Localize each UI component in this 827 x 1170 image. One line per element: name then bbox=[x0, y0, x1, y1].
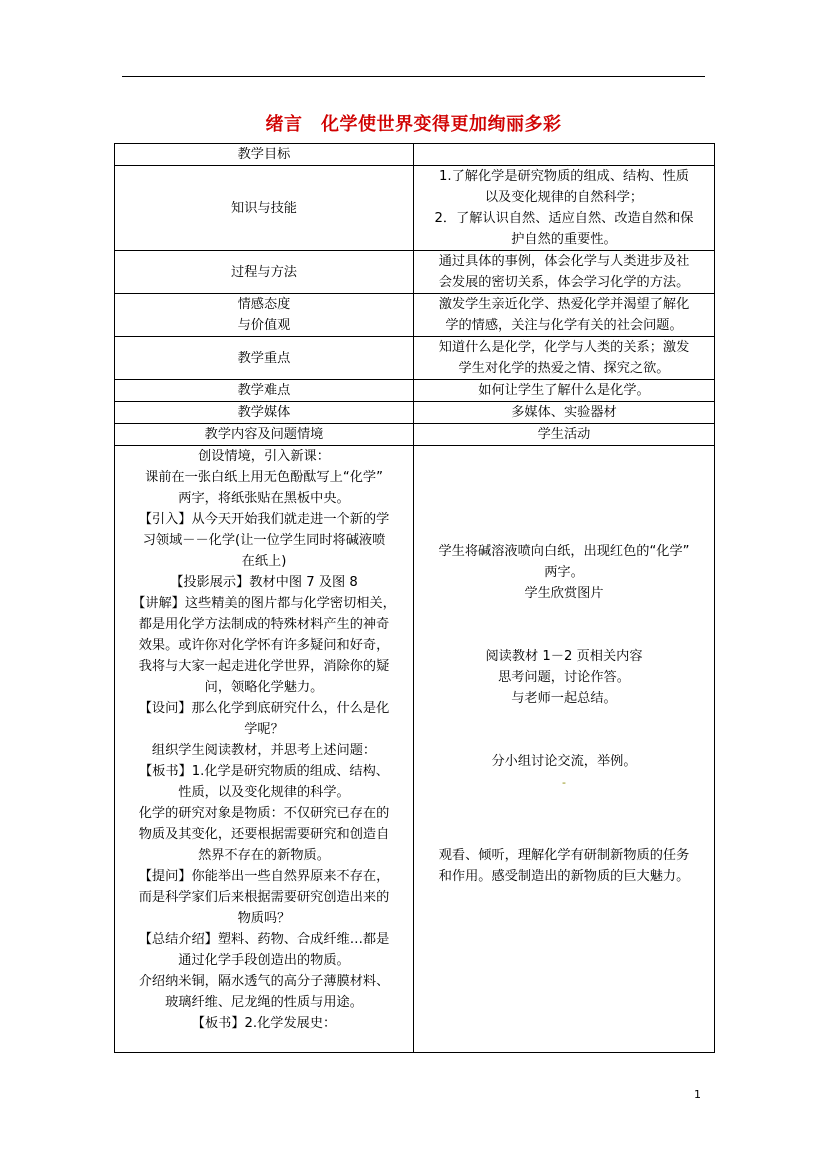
text-line: 以及变化规律的自然科学； bbox=[484, 190, 644, 205]
text-line: 学生将碱溶液喷向白纸，出现红色的“化学” bbox=[438, 544, 690, 559]
text-line: 【讲解】这些精美的图片都与化学密切相关， bbox=[132, 596, 396, 611]
text-line: 化学的研究对象是物质：不仅研究已存在的 bbox=[138, 806, 390, 821]
text-line: 【提问】你能举出一些自然界原来不存在， bbox=[138, 869, 390, 884]
row-label: 教学目标 bbox=[115, 144, 414, 166]
text-line: 【投影展示】教材中图 7 及图 8 bbox=[170, 575, 358, 590]
row-label: 知识与技能 bbox=[115, 166, 414, 251]
text-line: 会发展的密切关系，体会学习化学的方法。 bbox=[438, 275, 690, 290]
row-value: 多媒体、实验器材 bbox=[414, 402, 715, 424]
text-line: 【板书】1.化学是研究物质的组成、结构、 bbox=[139, 764, 389, 779]
row-value bbox=[414, 166, 715, 251]
text-line: 而是科学家们后来根据需要研究创造出来的 bbox=[138, 890, 390, 905]
text-line: 分小组讨论交流，举例。 bbox=[491, 754, 637, 769]
table-row bbox=[115, 337, 715, 380]
text-line: 激发学生亲近化学、热爱化学并渴望了解化 bbox=[438, 297, 690, 312]
row-label: 教学难点 bbox=[115, 380, 414, 402]
text-line: 课前在一张白纸上用无色酚酞写上“化学” bbox=[145, 470, 383, 485]
text-line: 2．了解认识自然、适应自然、改造自然和保 bbox=[434, 211, 694, 226]
text-line: 性质，以及变化规律的科学。 bbox=[178, 785, 350, 800]
text-line: 物质吗？ bbox=[237, 911, 291, 926]
text-line: 学生欣赏图片 bbox=[524, 586, 604, 601]
student-activity-cell bbox=[414, 446, 715, 1053]
text-line: 都是用化学方法制成的特殊材料产生的神奇 bbox=[138, 617, 390, 632]
text-line: 1.了解化学是研究物质的组成、结构、性质 bbox=[439, 169, 689, 184]
row-label bbox=[115, 294, 414, 337]
text-line: 观看、倾听，理解化学有研制新物质的任务 bbox=[438, 848, 690, 863]
table-row bbox=[115, 380, 715, 402]
page-number: 1 bbox=[694, 1088, 701, 1101]
row-value bbox=[414, 337, 715, 380]
text-line: 效果。或许你对化学怀有许多疑问和好奇， bbox=[138, 638, 390, 653]
stray-mark: - bbox=[562, 776, 566, 789]
lesson-plan-table bbox=[114, 143, 715, 1053]
text-line: 我将与大家一起走进化学世界，消除你的疑 bbox=[138, 659, 390, 674]
table-row bbox=[115, 294, 715, 337]
text-line: 【设问】那么化学到底研究什么，什么是化 bbox=[138, 701, 390, 716]
text-line: 问，领略化学魅力。 bbox=[204, 680, 324, 695]
text-line: 创设情境，引入新课： bbox=[198, 449, 330, 464]
row-value bbox=[414, 294, 715, 337]
text-line: 两字，将纸张贴在黑板中央。 bbox=[178, 491, 350, 506]
text-line: 护自然的重要性。 bbox=[511, 232, 617, 247]
text-line: 玻璃纤维、尼龙绳的性质与用途。 bbox=[165, 995, 363, 1010]
text-line: 介绍纳米铜，隔水透气的高分子薄膜材料、 bbox=[138, 974, 390, 989]
text-line: 与老师一起总结。 bbox=[511, 691, 617, 706]
row-label: 过程与方法 bbox=[115, 251, 414, 294]
table-row bbox=[115, 446, 715, 1053]
content-header-right: 学生活动 bbox=[414, 424, 715, 446]
text-line: 物质及其变化，还要根据需要研究和创造自 bbox=[138, 827, 390, 842]
text-line: 学的情感，关注与化学有关的社会问题。 bbox=[445, 318, 683, 333]
text-line: 和作用。感受制造出的新物质的巨大魅力。 bbox=[438, 869, 690, 884]
row-value bbox=[414, 251, 715, 294]
table-row bbox=[115, 144, 715, 166]
table-row bbox=[115, 424, 715, 446]
teaching-content-cell bbox=[115, 446, 414, 1053]
text-line: 学呢？ bbox=[244, 722, 284, 737]
text-line: 通过化学手段创造出的物质。 bbox=[178, 953, 350, 968]
header-rule bbox=[122, 76, 705, 77]
text-line: 【总结介绍】塑料、药物、合成纤维…都是 bbox=[138, 932, 390, 947]
text-line: 阅读教材 1－2 页相关内容 bbox=[485, 649, 643, 664]
text-line: 【引入】从今天开始我们就走进一个新的学 bbox=[138, 512, 390, 527]
row-label: 教学重点 bbox=[115, 337, 414, 380]
row-value: 如何让学生了解什么是化学。 bbox=[414, 380, 715, 402]
document-title: 绪言 化学使世界变得更加绚丽多彩 bbox=[265, 114, 562, 135]
row-value bbox=[414, 144, 715, 166]
text-line: 思考问题，讨论作答。 bbox=[498, 670, 630, 685]
text-line: 在纸上) bbox=[241, 554, 287, 569]
table-row bbox=[115, 402, 715, 424]
text-line: 【板书】2.化学发展史： bbox=[191, 1016, 337, 1031]
text-line: 然界不存在的新物质。 bbox=[198, 848, 330, 863]
text-line: 学生对化学的热爱之情、探究之欲。 bbox=[458, 361, 670, 376]
text-line: 组织学生阅读教材，并思考上述问题： bbox=[151, 743, 377, 758]
text-line: 知道什么是化学，化学与人类的关系；激发 bbox=[438, 340, 690, 355]
text-line: 通过具体的事例，体会化学与人类进步及社 bbox=[438, 254, 690, 269]
label-line: 与价值观 bbox=[237, 318, 291, 333]
row-label: 教学媒体 bbox=[115, 402, 414, 424]
table-row bbox=[115, 166, 715, 251]
content-header-left: 教学内容及问题情境 bbox=[115, 424, 414, 446]
text-line: 两字。 bbox=[544, 565, 584, 580]
label-line: 情感态度 bbox=[237, 297, 291, 312]
table-row bbox=[115, 251, 715, 294]
text-line: 习领域－－化学(让一位学生同时将碱液喷 bbox=[142, 533, 386, 548]
